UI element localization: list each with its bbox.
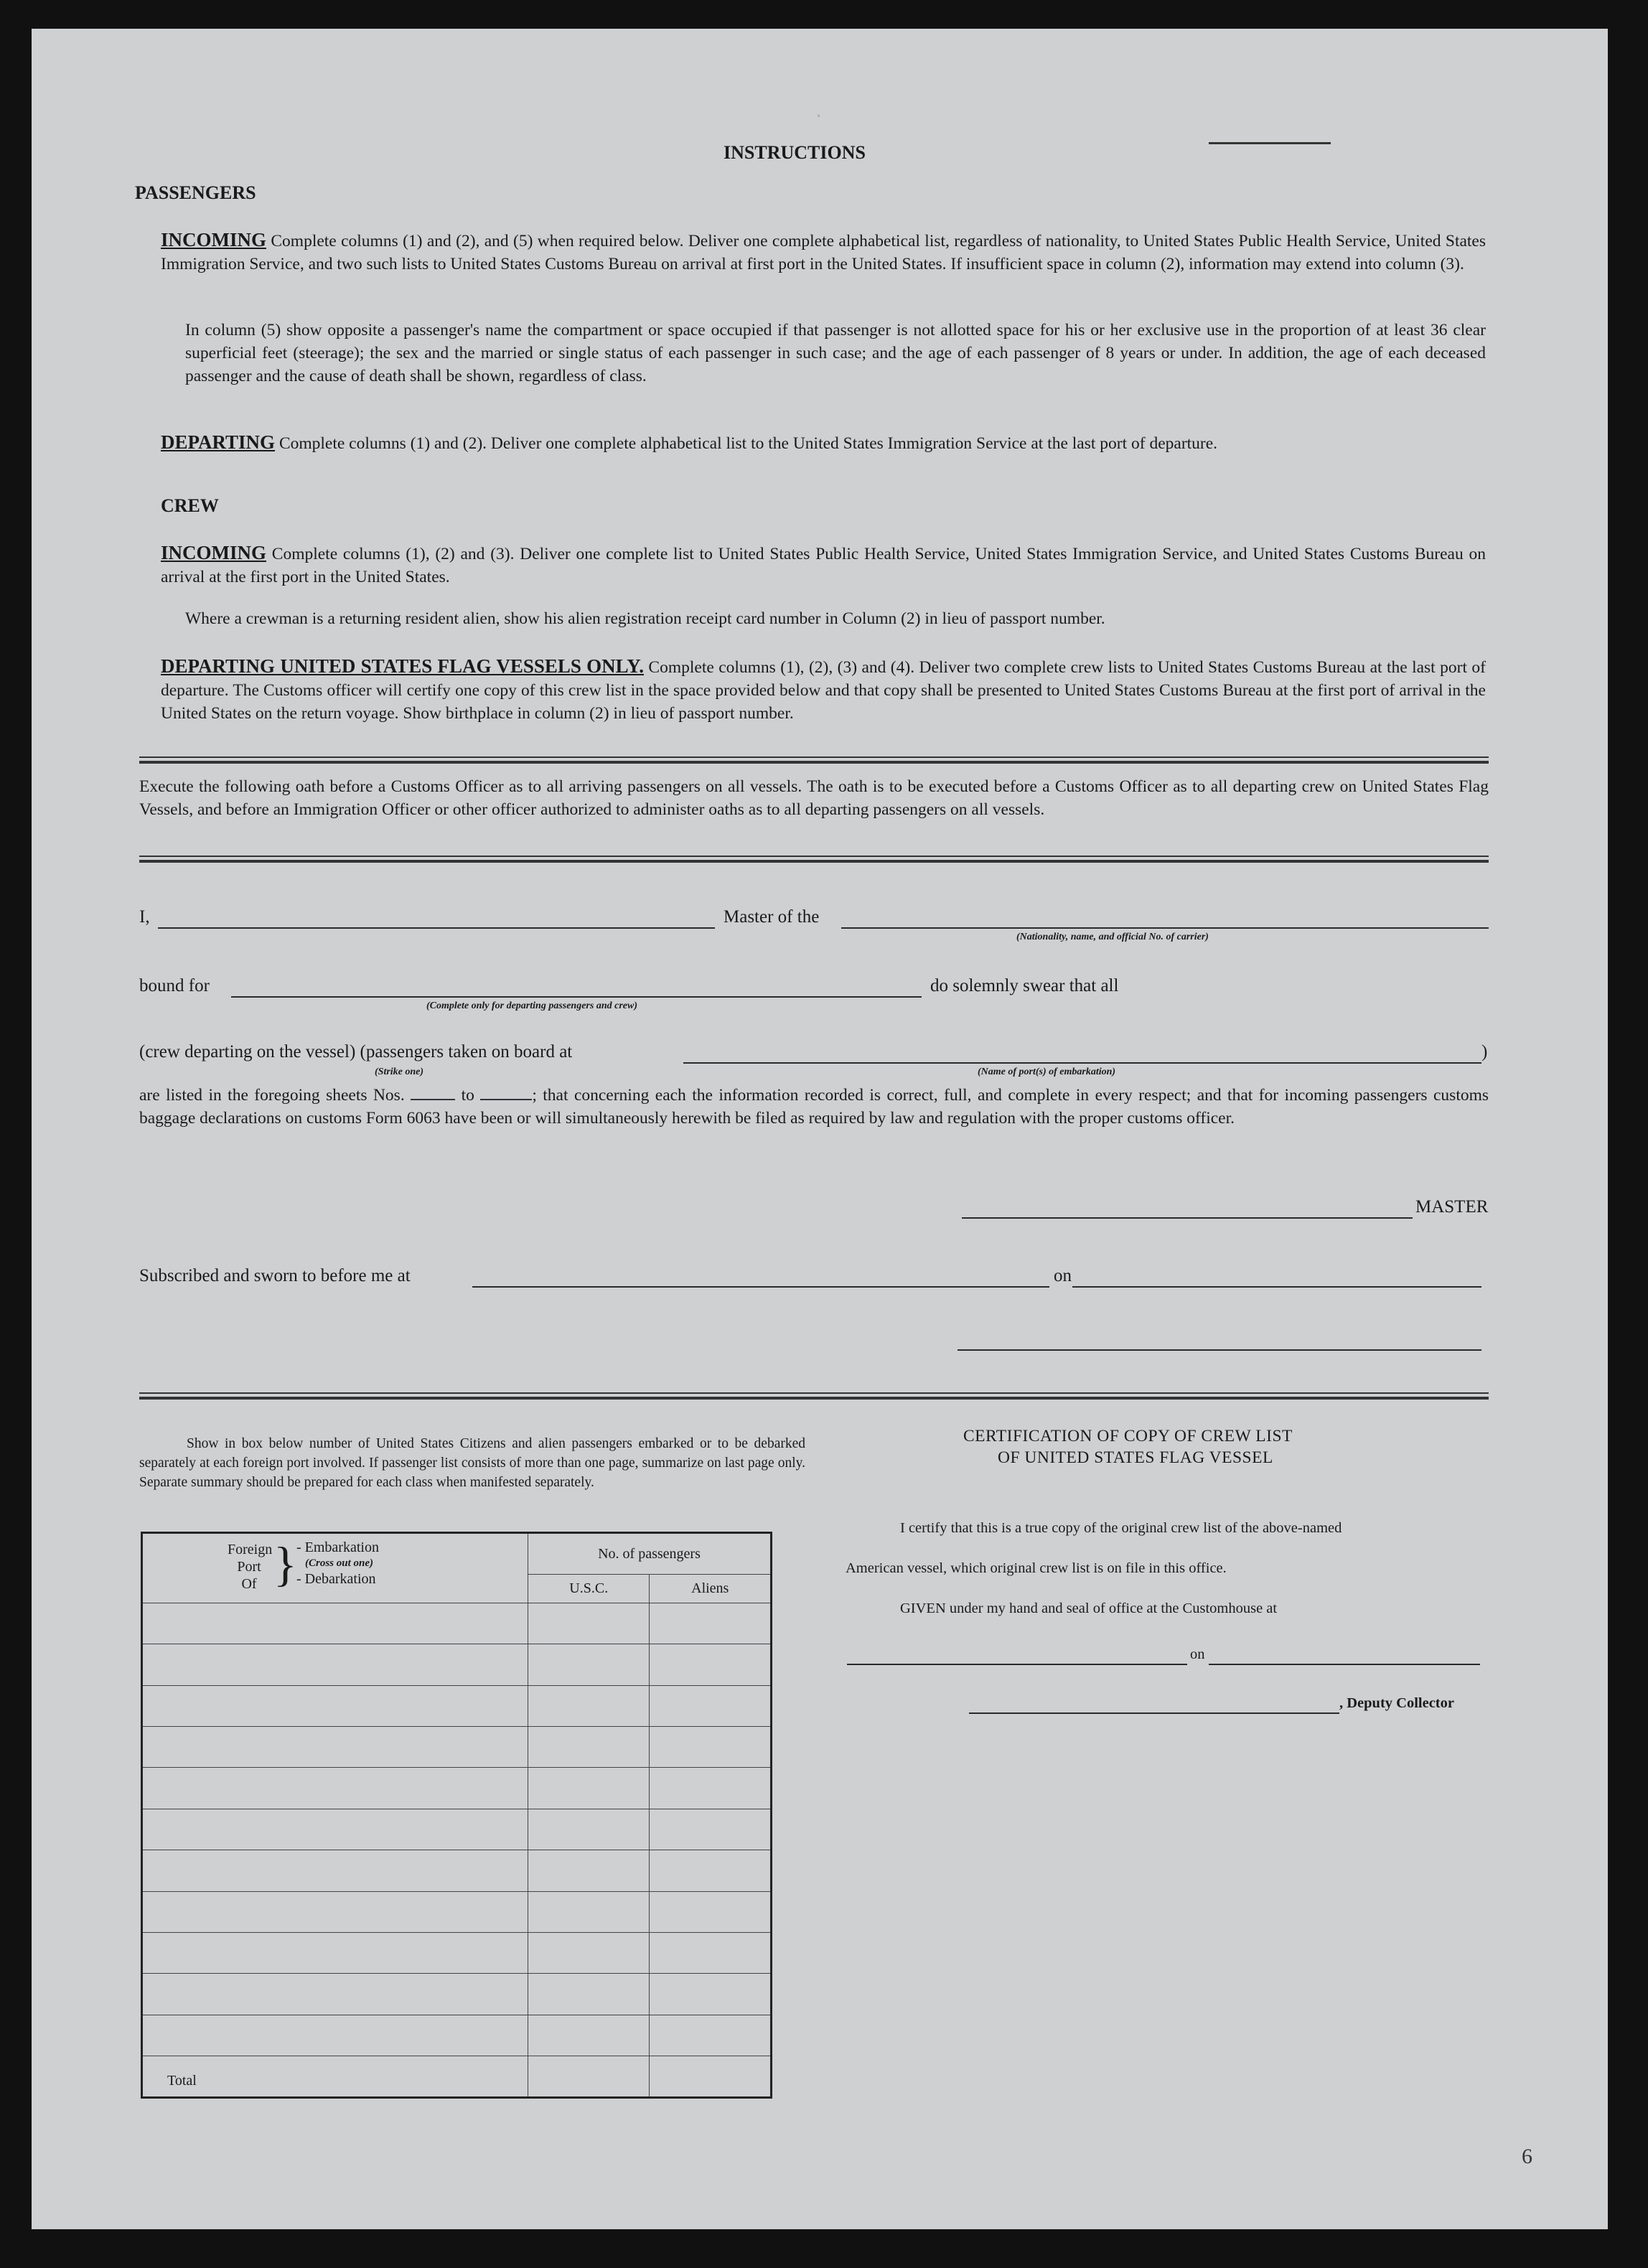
bound-for-label: bound for: [139, 976, 210, 995]
certification-title-1: CERTIFICATION OF COPY OF CREW LIST: [963, 1427, 1293, 1445]
brace-icon: }: [273, 1537, 297, 1591]
port-cell[interactable]: [142, 1685, 528, 1726]
total-aliens-cell[interactable]: [650, 2056, 772, 2098]
table-row: [142, 1685, 772, 1726]
usc-cell[interactable]: [528, 1685, 650, 1726]
total-row: [142, 2056, 772, 2098]
port-cell[interactable]: [142, 1932, 528, 1973]
oath-intro: Execute the following oath before a Customs Officer as to all arriving passengers on all vessels. The oath is to be executed before a Customs Officer as to all departing crew on United States Flag Vessels, and before an Immigration Officer or other officer authorized to administer oaths as to all departing passengers on all vessels.: [139, 777, 1489, 819]
port-header-cell: [142, 1533, 528, 1603]
oath-divider: [139, 856, 1489, 863]
table-row: [142, 1932, 772, 1973]
nationality-caption: (Nationality, name, and official No. of carrier): [1016, 932, 1209, 942]
bottom-divider: [139, 1392, 1489, 1400]
subscribed-on-label: on: [1054, 1266, 1072, 1285]
port-cell[interactable]: [142, 1809, 528, 1850]
usc-cell[interactable]: [528, 1644, 650, 1685]
complete-only-caption: (Complete only for departing passengers and crew): [426, 1001, 637, 1011]
table-row: [142, 1891, 772, 1932]
master-name-field[interactable]: [158, 927, 715, 929]
passengers-departing-label: DEPARTING: [161, 431, 276, 453]
master-of-the-label: Master of the: [724, 907, 820, 927]
master-label: MASTER: [1415, 1197, 1489, 1217]
crew-heading: CREW: [161, 495, 219, 516]
port-cell[interactable]: [142, 1768, 528, 1809]
listed-pre: are listed in the foregoing sheets Nos.: [139, 1086, 405, 1105]
aliens-cell[interactable]: [650, 1685, 772, 1726]
port-label: Port: [237, 1559, 261, 1575]
given-line: GIVEN under my hand and seal of office at the Customhouse at: [900, 1601, 1278, 1616]
table-row: [142, 1974, 772, 2015]
usc-header: U.S.C.: [528, 1575, 650, 1603]
port-cell[interactable]: [142, 1727, 528, 1768]
section-divider: [139, 756, 1489, 764]
bleed-through-text: ·: [814, 108, 824, 126]
table-row: [142, 1644, 772, 1685]
passenger-summary-table: [141, 1532, 772, 2099]
crew-departing-label: DEPARTING UNITED STATES FLAG VESSELS ONLY.: [161, 655, 644, 677]
port-cell[interactable]: [142, 1850, 528, 1891]
passengers-departing-section: [161, 431, 1486, 455]
passengers-incoming-text: Complete columns (1) and (2), and (5) when required below. Deliver one complete alphabetical list, regardless of nationality, to United States Public Health Service, United States Immigration Service, and two such lists to United States Customs Bureau on arrival at first port in the United States. If insufficient space in column (2), information may extend into column (3).: [161, 232, 1487, 273]
usc-cell[interactable]: [528, 1727, 650, 1768]
table-row: [142, 1727, 772, 1768]
carrier-field[interactable]: [841, 927, 1489, 929]
usc-cell[interactable]: [528, 1932, 650, 1973]
deputy-collector-label: , Deputy Collector: [1339, 1695, 1454, 1711]
certification-line-1: I certify that this is a true copy of the original crew list of the above-named: [900, 1520, 1342, 1536]
subscribed-place-field[interactable]: [472, 1286, 1049, 1288]
ports-field[interactable]: [683, 1062, 1481, 1064]
page-title: INSTRUCTIONS: [724, 142, 866, 163]
officer-signature-field[interactable]: [958, 1349, 1481, 1351]
customhouse-field[interactable]: [847, 1664, 1187, 1665]
aliens-cell[interactable]: [650, 2015, 772, 2056]
port-cell[interactable]: [142, 1891, 528, 1932]
strike-one-caption: (Strike one): [375, 1067, 424, 1077]
crew-incoming-para2: Where a crewman is a returning resident alien, show his alien registration receipt card number in Column (2) in lieu of passport number.: [185, 609, 1105, 628]
master-signature-field[interactable]: [962, 1217, 1413, 1219]
ports-caption: (Name of port(s) of embarkation): [978, 1067, 1116, 1077]
sheet-from-field[interactable]: [411, 1099, 455, 1100]
passengers-departing-text: Complete columns (1) and (2). Deliver one complete alphabetical list to the United States Immigration Service at the last port of departure.: [278, 434, 1218, 453]
port-cell[interactable]: [142, 1603, 528, 1644]
debarkation-label: - Debarkation: [296, 1571, 376, 1587]
bound-for-field[interactable]: [231, 996, 922, 998]
deputy-signature-field[interactable]: [969, 1712, 1339, 1714]
redacted-mark: [1209, 142, 1331, 144]
aliens-cell[interactable]: [650, 1644, 772, 1685]
aliens-cell[interactable]: [650, 1974, 772, 2015]
table-row: [142, 1603, 772, 1644]
usc-cell[interactable]: [528, 1768, 650, 1809]
sheet-to-field[interactable]: [480, 1099, 532, 1100]
passengers-incoming-label: INCOMING: [161, 229, 266, 250]
port-cell[interactable]: [142, 2015, 528, 2056]
passengers-incoming-para2: In column (5) show opposite a passenger's name the compartment or space occupied if that passenger is not allotted space for his or her exclusive use in the proportion of at least 36 clear superficial feet (steerage); the sex and the married or single status of each passenger in such case; and the age of each passenger of 8 years or under. In addition, the age of each deceased passenger and the cause of death shall be shown, regardless of class.: [185, 321, 1486, 385]
subscribed-label: Subscribed and sworn to before me at: [139, 1266, 411, 1285]
aliens-cell[interactable]: [650, 1850, 772, 1891]
cross-out-caption: (Cross out one): [305, 1557, 374, 1569]
port-cell[interactable]: [142, 1644, 528, 1685]
aliens-cell[interactable]: [650, 1809, 772, 1850]
usc-cell[interactable]: [528, 2015, 650, 2056]
port-cell[interactable]: [142, 1974, 528, 2015]
aliens-cell[interactable]: [650, 1932, 772, 1973]
crew-departing-text: (crew departing on the vessel) (passengers taken on board at: [139, 1042, 573, 1062]
table-row: [142, 1850, 772, 1891]
close-paren: ): [1481, 1042, 1488, 1062]
document-page: [32, 29, 1608, 2229]
aliens-cell[interactable]: [650, 1727, 772, 1768]
oath-i-label: I,: [139, 907, 150, 927]
table-row: [142, 1809, 772, 1850]
certification-on-label: on: [1190, 1646, 1205, 1662]
do-solemnly-text: do solemnly swear that all: [930, 976, 1119, 995]
table-row: [142, 2015, 772, 2056]
crew-incoming-text: Complete columns (1), (2) and (3). Deliver one complete list to United States Public Health Service, United States Immigration Service, and United States Customs Bureau on arrival at the first port in the United States.: [161, 545, 1486, 586]
passengers-heading: PASSENGERS: [135, 182, 256, 203]
crew-departing-section: [161, 655, 1486, 725]
to-label: to: [461, 1086, 474, 1105]
crew-departing-text: Complete columns (1), (2), (3) and (4). Deliver two complete crew lists to United States Customs Bureau at the last port of departure. The Customs officer will certify one copy of this crew list in the space provided below and that copy shall be presented to United States Customs Bureau at the first port of arrival in the United States on the return voyage. Show birthplace in column (2) in lieu of passport number.: [161, 658, 1486, 723]
usc-cell[interactable]: [528, 1603, 650, 1644]
aliens-cell[interactable]: [650, 1603, 772, 1644]
crew-incoming-label: INCOMING: [161, 542, 266, 563]
usc-cell[interactable]: [528, 1850, 650, 1891]
listed-rest: ; that concerning each the information recorded is correct, full, and complete in every respect; and that for incoming passengers customs baggage declarations on customs Form 6063 have been or will simultaneously herewith be filed as required by law and regulation with the proper customs officer.: [139, 1086, 1489, 1128]
page-mark: 6: [1522, 2145, 1532, 2168]
foreign-label: Foreign: [228, 1542, 273, 1557]
usc-cell[interactable]: [528, 1809, 650, 1850]
total-usc-cell[interactable]: [528, 2056, 650, 2098]
aliens-cell[interactable]: [650, 1891, 772, 1932]
subscribed-date-field[interactable]: [1072, 1286, 1481, 1288]
aliens-header: Aliens: [650, 1575, 772, 1603]
certification-date-field[interactable]: [1209, 1664, 1480, 1665]
listed-paragraph: [139, 1084, 1489, 1130]
of-label: Of: [241, 1576, 257, 1592]
usc-cell[interactable]: [528, 1974, 650, 2015]
crew-incoming-section: [161, 541, 1486, 589]
summary-instructions: Show in box below number of United States Citizens and alien passengers embarked or to be debarked separately at each foreign port involved. If passenger list consists of more than one page, summarize on last page only. Separate summary should be prepared for each class when manifested separately.: [139, 1436, 805, 1490]
no-of-passengers-header: No. of passengers: [528, 1533, 771, 1575]
certification-title-2: OF UNITED STATES FLAG VESSEL: [998, 1448, 1273, 1467]
embarkation-label: - Embarkation: [296, 1540, 379, 1555]
table-row: [142, 1768, 772, 1809]
usc-cell[interactable]: [528, 1891, 650, 1932]
certification-line-2: American vessel, which original crew list is on file in this office.: [846, 1560, 1227, 1576]
passengers-incoming-section: [161, 228, 1486, 276]
total-label: Total: [142, 2056, 528, 2098]
aliens-cell[interactable]: [650, 1768, 772, 1809]
